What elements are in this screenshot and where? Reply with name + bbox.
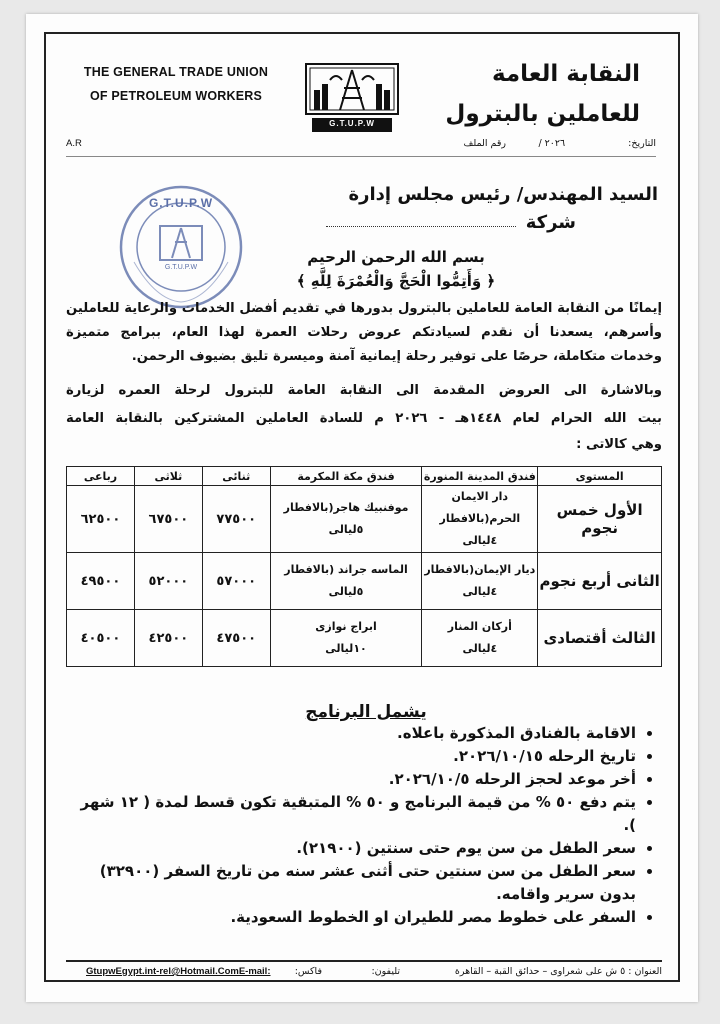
header-triple: ثلاثى	[134, 467, 202, 486]
body-line-4: وبالاشارة الى العروض المقدمة الى النقابة العامة للبترول لرحلة العمره لزيارة	[66, 383, 662, 398]
hotel-name: أركان المنار	[447, 620, 512, 633]
list-item: • سعر الطفل من سن يوم حتى سنتين (٢١٩٠٠).	[66, 837, 636, 860]
body-line-2: وأسرهم، يسعدنا أن نقدم لسيادتكم عروض رحلات العمرة لهذا العام، ببرامج متميزة	[66, 325, 662, 340]
level-cell: الثانى أربع نجوم	[538, 553, 662, 610]
table-header-row	[67, 467, 662, 486]
double-price: ٥٧٠٠٠	[202, 553, 270, 610]
hotel-nights: ٤ليالى	[462, 585, 498, 598]
arabic-title-line2: للعاملين بالبترول	[445, 101, 640, 127]
triple-price: ٦٧٥٠٠	[134, 486, 202, 553]
hotel-board: الحرم(بالافطار	[439, 512, 521, 525]
stamp-bottom-text: G.T.U.P.W	[164, 264, 198, 271]
makkah-hotel-cell	[270, 486, 422, 553]
level-cell: الثالث أقتصادى	[538, 610, 662, 667]
logo-caption: G.T.U.P.W	[329, 119, 375, 128]
list-item: • السفر على خطوط مصر للطيران او الخطوط السعودية.	[66, 906, 636, 929]
footer-fax-label: فاكس:	[294, 966, 322, 977]
hotel-name: الماسه جراند (بالافطار	[284, 563, 408, 576]
reference-line	[66, 138, 656, 157]
addressee-line1: السيد المهندس/ رئيس مجلس إدارة	[348, 184, 658, 205]
double-price: ٤٧٥٠٠	[202, 610, 270, 667]
header-double: ثنائى	[202, 467, 270, 486]
triple-price: ٤٢٥٠٠	[134, 610, 202, 667]
date-field	[538, 138, 656, 149]
madinah-hotel-cell	[422, 553, 538, 610]
company-dotted-line	[326, 226, 516, 227]
footer-phone-label: تليفون:	[371, 966, 400, 977]
stamp-top-text: G.T.U.P.W	[148, 196, 214, 210]
file-number-label: رقم الملف	[463, 138, 506, 149]
english-union-name	[66, 60, 286, 108]
document-page	[26, 14, 698, 1002]
table-row	[67, 486, 662, 553]
program-title: يشمل البرنامج	[305, 702, 427, 722]
addressee-company: شركة	[525, 212, 576, 233]
triple-price: ٥٢٠٠٠	[134, 553, 202, 610]
list-item: • سعر الطفل من سن سنتين حتى أثنى عشر سنه من تاريخ السفر (٣٢٩٠٠) بدون سرير واقامه.	[66, 860, 636, 906]
hotel-name: ديار الإيمان(بالافطار	[424, 563, 536, 576]
list-item: • تاريخ الرحله ٢٠٢٦/١٠/١٥.	[66, 745, 636, 768]
hotel-name: موفنبيك هاجر(بالافطار	[283, 501, 409, 514]
level-cell: الأول خمس نجوم	[538, 486, 662, 553]
body-line-6: وهي كالاتى :	[576, 437, 662, 452]
table-row	[67, 553, 662, 610]
ar-reference-label: A.R	[66, 138, 82, 149]
makkah-hotel-cell	[270, 553, 422, 610]
madinah-hotel-cell	[422, 610, 538, 667]
body-line-3: وخدمات متكاملة، حرصًا على توفير رحلة إيمانية آمنة وميسرة تليق بضيوف الرحمن.	[131, 349, 662, 364]
list-item: • يتم دفع ٥٠ % من قيمة البرنامج و ٥٠ % المتبقية تكون قسط لمدة ( ١٢ شهر ).	[66, 791, 636, 837]
arabic-union-name	[424, 54, 640, 134]
footer-email: GtupwEgypt.int-rel@Hotmail.ComE-mail:	[86, 966, 271, 977]
hotel-name: ابراج نوازى	[315, 620, 377, 633]
quran-verse: ﴿ وَأَتِمُّوا الْحَجَّ وَالْعُمْرَةَ لِلَّهِ ﴾	[296, 272, 496, 290]
list-item: • أخر موعد لحجز الرحله ٢٠٢٦/١٠/٥.	[66, 768, 636, 791]
arabic-title-line1: النقابة العامة	[491, 61, 640, 87]
body-line-1: إيمانًا من النقابة العامة للعاملين بالبترول بدورها في تقديم أفضل الخدمات والرعاية للعاملين	[66, 301, 662, 316]
hotel-name: دار الايمان	[451, 490, 509, 503]
footer-address: العنوان : ٥ ش على شعراوى – حدائق القبة – القاهرة	[454, 966, 662, 977]
table-row	[67, 610, 662, 667]
program-list	[66, 722, 664, 929]
umrah-price-table	[66, 466, 662, 667]
letterhead-footer	[66, 960, 662, 980]
hotel-nights: ٥ليالى	[328, 585, 364, 598]
quad-price: ٤٩٥٠٠	[67, 553, 135, 610]
english-title-line1: THE GENERAL TRADE UNION	[83, 65, 269, 79]
hotel-nights: ٤ليالى	[462, 534, 498, 547]
header-makkah-hotel: فندق مكة المكرمة	[270, 467, 422, 486]
english-title-line2: OF PETROLEUM WORKERS	[89, 89, 263, 103]
hotel-nights: ٥ليالى	[328, 523, 364, 536]
hotel-nights: ٤ليالى	[462, 642, 498, 655]
quad-price: ٦٢٥٠٠	[67, 486, 135, 553]
basmala: بسم الله الرحمن الرحيم	[307, 248, 485, 266]
makkah-hotel-cell	[270, 610, 422, 667]
header-quad: رباعى	[67, 467, 135, 486]
hotel-nights: ١٠ليالى	[325, 642, 367, 655]
date-value: ٢٠٢٦ /	[538, 138, 566, 149]
list-item: • الاقامة بالفنادق المذكورة باعلاه.	[66, 722, 636, 745]
madinah-hotel-cell	[422, 486, 538, 553]
header-level: المستوى	[538, 467, 662, 486]
header-madinah-hotel: فندق المدينة المنورة	[422, 467, 538, 486]
date-label: التاريخ:	[628, 138, 656, 149]
double-price: ٧٧٥٠٠	[202, 486, 270, 553]
quad-price: ٤٠٥٠٠	[67, 610, 135, 667]
body-line-5: بيت الله الحرام لعام ١٤٤٨هـ - ٢٠٢٦ م للسادة العاملين المشتركين بالنقابة العامة	[66, 411, 662, 426]
